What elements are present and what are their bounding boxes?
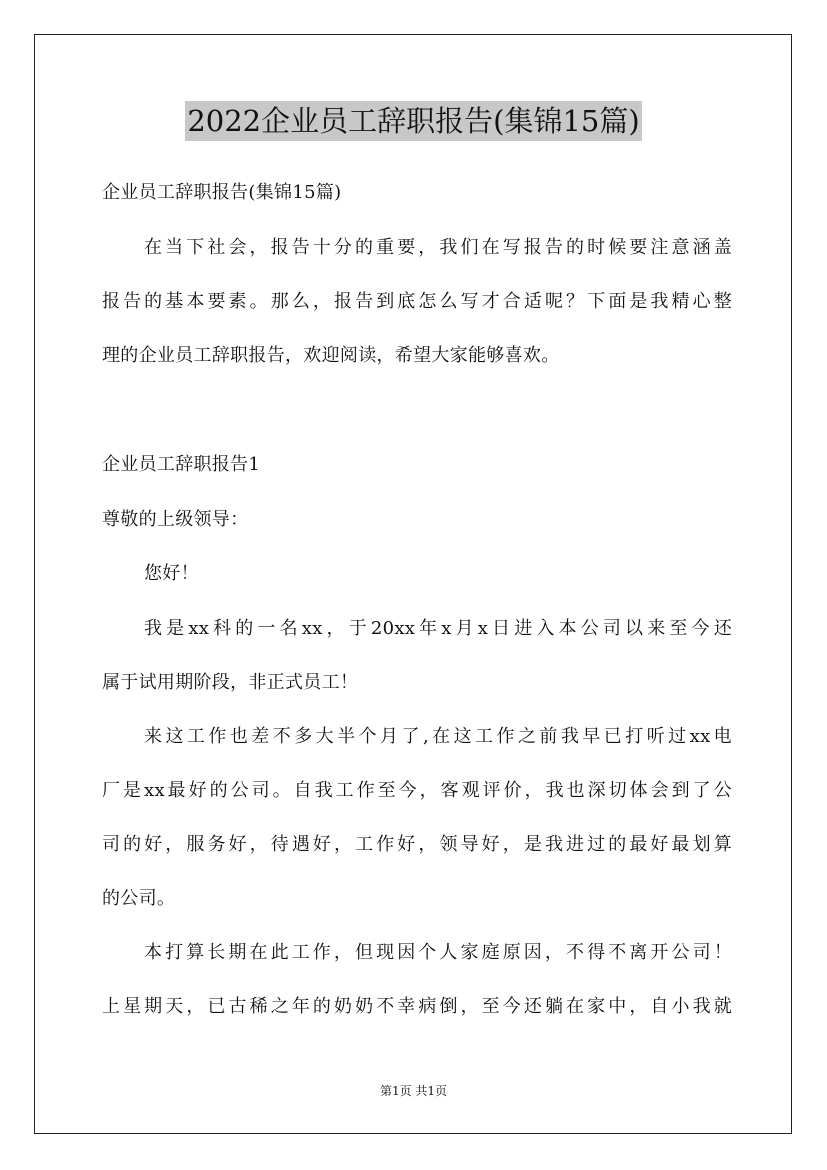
para3-line-2: 上星期天，已古稀之年的奶奶不幸病倒，至今还躺在家中，自小我就	[102, 996, 732, 1017]
title-container	[0, 101, 827, 141]
document-title: 2022企业员工辞职报告(集锦15篇)	[185, 101, 641, 141]
salutation: 尊敬的上级领导：	[102, 509, 249, 530]
para2-line-4: 的公司。	[102, 888, 176, 909]
para2-line-3: 司的好，服务好，待遇好，工作好，领导好，是我进过的最好最划算	[102, 834, 732, 855]
intro-line-3: 理的企业员工辞职报告，欢迎阅读，希望大家能够喜欢。	[102, 345, 560, 366]
para1-line-2: 属于试用期阶段，非正式员工！	[102, 672, 359, 693]
section-heading: 企业员工辞职报告1	[102, 454, 261, 475]
para2-line-1: 来这工作也差不多大半个月了,在这工作之前我早已打听过xx电	[144, 726, 732, 747]
page-footer: 第1页 共1页	[379, 1084, 448, 1098]
para1-line-1: 我是xx科的一名xx，于20xx年x月x日进入本公司以来至今还	[144, 618, 732, 639]
intro-line-1: 在当下社会，报告十分的重要，我们在写报告的时候要注意涵盖	[144, 237, 732, 258]
para3-line-1: 本打算长期在此工作，但现因个人家庭原因，不得不离开公司！	[144, 942, 732, 963]
intro-line-2: 报告的基本要素。那么，报告到底怎么写才合适呢？下面是我精心整	[102, 291, 732, 312]
greeting: 您好！	[144, 563, 199, 584]
para2-line-2: 厂是xx最好的公司。自我工作至今，客观评价，我也深切体会到了公	[102, 780, 732, 801]
subtitle: 企业员工辞职报告(集锦15篇)	[102, 182, 342, 203]
